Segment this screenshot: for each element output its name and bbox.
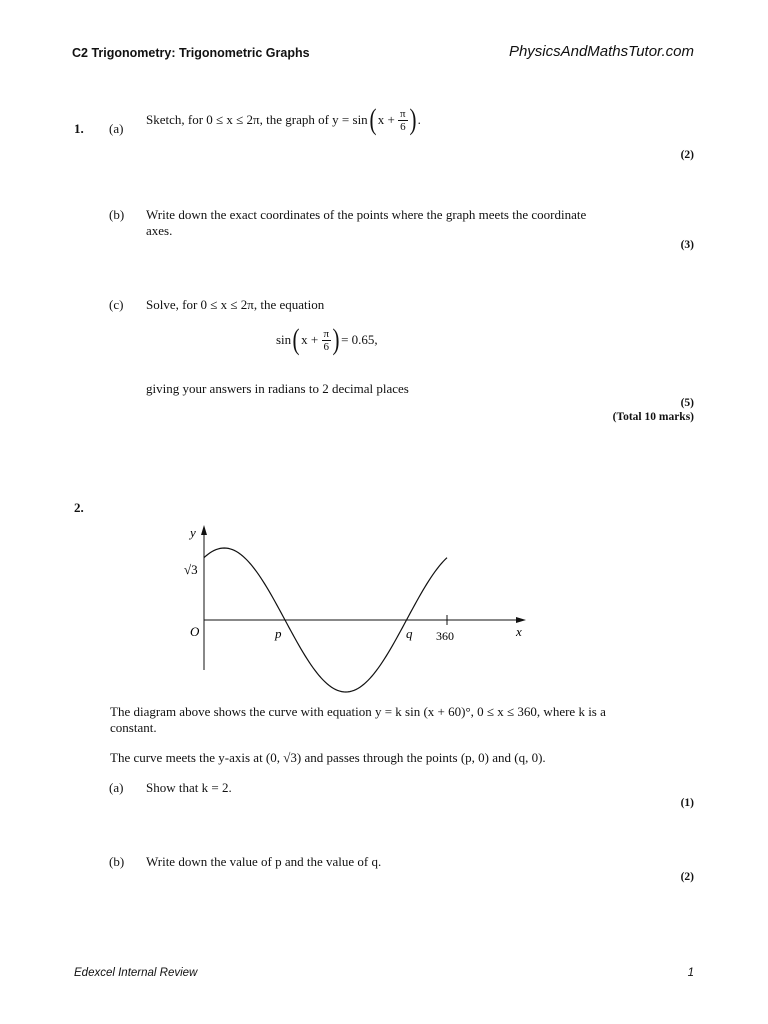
sqrt3-label: √3 xyxy=(184,562,198,577)
q1a-marks: (2) xyxy=(680,149,694,161)
origin-label: O xyxy=(190,624,200,639)
q1c-close-paren: ) xyxy=(332,323,340,356)
q1c-text: Solve, for 0 ≤ x ≤ 2π, the equation xyxy=(146,297,325,312)
q2b-marks: (2) xyxy=(680,871,694,883)
tick-360-label: 360 xyxy=(436,629,454,643)
q1b-line1: Write down the exact coordinates of the points where the graph meets the coordinate xyxy=(146,207,587,222)
q1c-marks: (5) xyxy=(680,397,694,409)
q2b-text: Write down the value of p and the value of q. xyxy=(146,854,382,869)
q1c-open-paren: ( xyxy=(292,323,300,356)
q1c-sin: sin xyxy=(276,332,292,347)
x-axis-arrow xyxy=(516,617,526,623)
q1c-equation xyxy=(276,323,378,356)
q1b-marks: (3) xyxy=(680,239,694,251)
q1a-open-paren: ( xyxy=(369,103,377,136)
q2a-label: (a) xyxy=(109,780,124,795)
q2-description-line3: The curve meets the y-axis at (0, √3) and passes through the points (p, 0) and (q, 0). xyxy=(110,750,546,765)
q1b-label: (b) xyxy=(109,207,125,222)
q1c-rhs: = 0.65, xyxy=(341,332,378,347)
q1a-label: (a) xyxy=(109,121,124,136)
q1c-frac-num: π xyxy=(323,327,330,340)
document-title: C2 Trigonometry: Trigonometric Graphs xyxy=(72,46,310,60)
q1c-x-plus: x + xyxy=(301,332,319,347)
q1a-close-paren: ) xyxy=(409,103,417,136)
question-2-number: 2. xyxy=(74,500,84,515)
q2-description-line2: constant. xyxy=(110,720,157,735)
q2-description-line1: The diagram above shows the curve with equation y = k sin (x + 60)°, 0 ≤ x ≤ 360, where k is a xyxy=(110,704,606,719)
q1c-label: (c) xyxy=(109,297,124,312)
q1b-line2: axes. xyxy=(146,223,173,238)
q1c-fraction xyxy=(322,328,332,353)
q1a-frac-den: 6 xyxy=(400,120,406,133)
q1a-x-plus: x + xyxy=(377,112,395,127)
q1-total-marks: (Total 10 marks) xyxy=(612,411,694,423)
q2a-text: Show that k = 2. xyxy=(146,780,232,795)
q1a-frac-num: π xyxy=(400,107,406,120)
q1a-fraction xyxy=(398,108,408,133)
q1a-prefix: Sketch, for 0 ≤ x ≤ 2π, the graph of y = sin xyxy=(146,112,368,127)
x-axis-label: x xyxy=(516,624,522,639)
footer-source: Edexcel Internal Review xyxy=(74,967,198,979)
sine-curve-diagram xyxy=(170,515,540,695)
q1a-suffix: . xyxy=(417,112,421,127)
p-label: p xyxy=(275,626,282,641)
site-name: PhysicsAndMathsTutor.com xyxy=(508,43,694,60)
q1a-text xyxy=(146,103,421,136)
q2b-label: (b) xyxy=(109,854,125,869)
y-axis-label: y xyxy=(190,525,196,540)
q-label: q xyxy=(406,626,413,641)
y-axis-arrow xyxy=(201,525,207,535)
question-1-number: 1. xyxy=(74,121,84,136)
q1c-frac-den: 6 xyxy=(323,340,330,353)
q1c-note: giving your answers in radians to 2 decimal places xyxy=(146,381,409,396)
q2a-marks: (1) xyxy=(680,797,694,809)
page-number: 1 xyxy=(687,967,694,979)
